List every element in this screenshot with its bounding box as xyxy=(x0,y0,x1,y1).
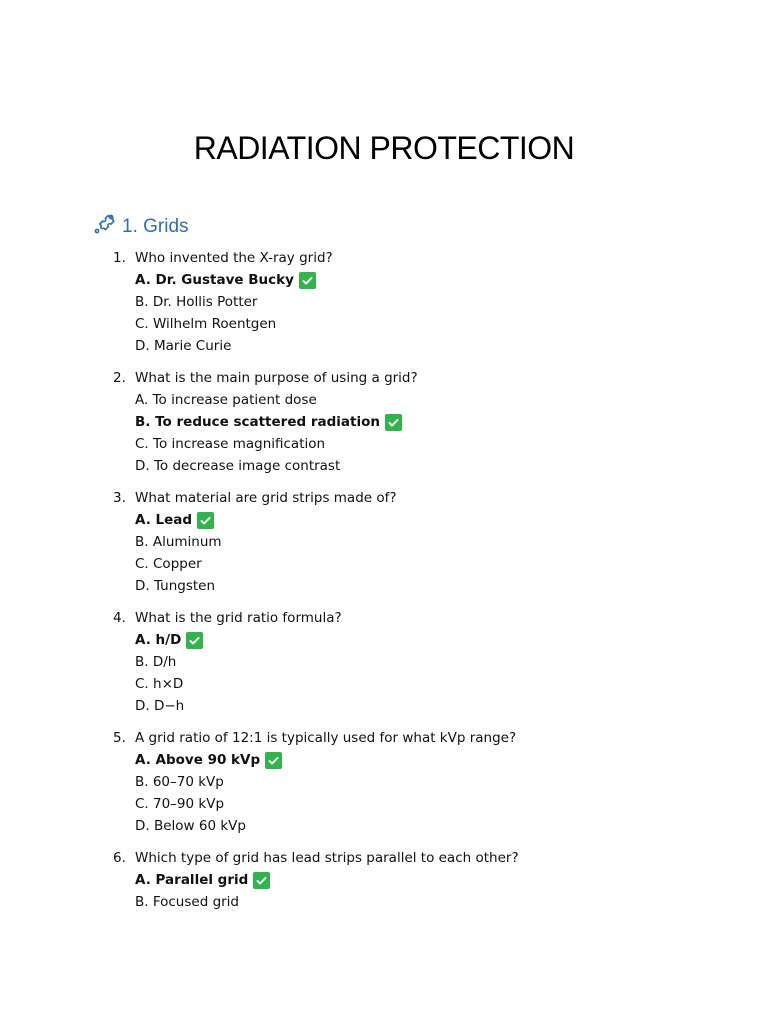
answer-option xyxy=(0,553,768,575)
correct-option xyxy=(0,869,768,891)
option-label: B. 60–70 kVp xyxy=(135,774,224,790)
question-number: 4. xyxy=(113,610,126,626)
question-line xyxy=(0,847,768,869)
question-item xyxy=(0,367,768,477)
section-heading xyxy=(92,212,189,242)
question-text: What is the grid ratio formula? xyxy=(135,610,342,626)
question-item xyxy=(0,607,768,717)
option-list xyxy=(0,749,768,837)
option-label: B. Focused grid xyxy=(135,894,240,910)
option-label: C. 70–90 kVp xyxy=(135,796,225,812)
answer-option xyxy=(0,771,768,793)
option-list xyxy=(0,389,768,477)
section-heading-text: 1. Grids xyxy=(122,216,189,237)
option-label: D. Marie Curie xyxy=(135,338,232,354)
page-title: RADIATION PROTECTION xyxy=(193,130,575,166)
answer-option xyxy=(0,575,768,597)
answer-option xyxy=(0,335,768,357)
correct-option xyxy=(0,749,768,771)
option-label: A. h/D xyxy=(135,632,182,648)
answer-option xyxy=(0,651,768,673)
answer-option xyxy=(0,433,768,455)
checkmark-icon xyxy=(253,872,270,889)
option-label: B. To reduce scattered radiation xyxy=(135,414,380,430)
answer-option xyxy=(0,455,768,477)
correct-option xyxy=(0,411,768,433)
correct-option xyxy=(0,509,768,531)
answer-option xyxy=(0,793,768,815)
question-line xyxy=(0,367,768,389)
option-label: B. Dr. Hollis Potter xyxy=(135,294,258,310)
option-label: B. Aluminum xyxy=(135,534,222,550)
question-line xyxy=(0,487,768,509)
question-text: Who invented the X-ray grid? xyxy=(135,250,333,266)
option-label: A. To increase patient dose xyxy=(135,392,317,408)
option-label: A. Dr. Gustave Bucky xyxy=(135,272,294,288)
option-label: C. h×D xyxy=(135,676,184,692)
question-text: What material are grid strips made of? xyxy=(135,490,397,506)
question-text: A grid ratio of 12:1 is typically used for what kVp range? xyxy=(135,730,517,746)
option-list xyxy=(0,629,768,717)
question-item xyxy=(0,247,768,357)
question-item xyxy=(0,727,768,837)
option-list xyxy=(0,509,768,597)
answer-option xyxy=(0,291,768,313)
question-number: 1. xyxy=(113,250,126,266)
question-item xyxy=(0,487,768,597)
checkmark-icon xyxy=(299,272,316,289)
question-text: What is the main purpose of using a grid? xyxy=(135,370,418,386)
question-line xyxy=(0,247,768,269)
option-label: C. Wilhelm Roentgen xyxy=(135,316,277,332)
answer-option xyxy=(0,695,768,717)
puzzle-icon xyxy=(92,212,122,242)
option-label: D. D−h xyxy=(135,698,185,714)
checkmark-icon xyxy=(197,512,214,529)
option-label: C. Copper xyxy=(135,556,202,572)
answer-option xyxy=(0,891,768,913)
question-number: 2. xyxy=(113,370,126,386)
question-number: 3. xyxy=(113,490,126,506)
option-label: A. Lead xyxy=(135,512,193,528)
question-number: 5. xyxy=(113,730,126,746)
answer-option xyxy=(0,531,768,553)
correct-option xyxy=(0,629,768,651)
answer-option xyxy=(0,389,768,411)
correct-option xyxy=(0,269,768,291)
option-label: A. Parallel grid xyxy=(135,872,249,888)
option-label: D. Below 60 kVp xyxy=(135,818,246,834)
checkmark-icon xyxy=(265,752,282,769)
question-text: Which type of grid has lead strips parallel to each other? xyxy=(135,850,519,866)
question-line xyxy=(0,607,768,629)
option-label: D. Tungsten xyxy=(135,578,216,594)
checkmark-icon xyxy=(385,414,402,431)
option-label: D. To decrease image contrast xyxy=(135,458,341,474)
option-label: A. Above 90 kVp xyxy=(135,752,261,768)
answer-option xyxy=(0,673,768,695)
question-item xyxy=(0,847,768,913)
option-label: C. To increase magnification xyxy=(135,436,326,452)
option-list xyxy=(0,869,768,913)
question-number: 6. xyxy=(113,850,126,866)
option-label: B. D/h xyxy=(135,654,177,670)
option-list xyxy=(0,269,768,357)
checkmark-icon xyxy=(186,632,203,649)
question-line xyxy=(0,727,768,749)
answer-option xyxy=(0,815,768,837)
question-list xyxy=(0,247,768,923)
answer-option xyxy=(0,313,768,335)
